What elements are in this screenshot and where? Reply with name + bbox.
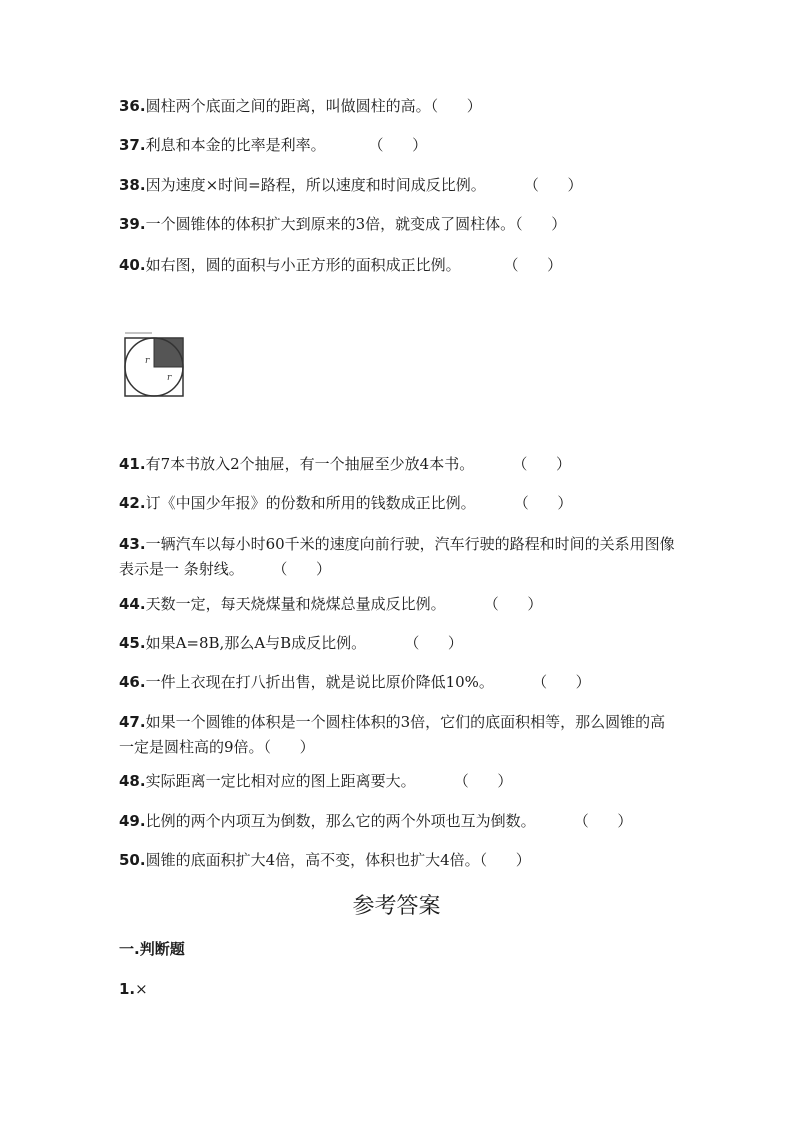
radius-label-2: r [167,373,172,383]
question-number: 38. [119,176,146,194]
answer-blank: （ ） [445,595,543,613]
question-number: 49. [119,812,146,830]
question-47 [119,710,679,760]
question-36 [119,94,482,119]
answer-blank: （ ） [515,215,567,233]
question-number: 44. [119,595,146,613]
answer-blank: （ ） [415,772,513,790]
question-text: 如右图，圆的面积与小正方形的面积成正比例。 [145,256,461,274]
answer-blank: （ ） [366,634,463,652]
question-number: 45. [119,634,146,652]
question-text: 一辆汽车以每小时60千米的速度向前行驶，汽车行驶的路程和时间的关系用图像表示是一 条射线。 [119,535,675,578]
answers-title: 参考答案 [352,894,441,919]
question-number: 42. [119,494,146,512]
question-text: 订《中国少年报》的份数和所用的钱数成正比例。 [145,494,476,512]
answer-blank: （ ） [243,560,331,578]
question-43 [119,532,679,582]
question-text: 一件上衣现在打八折出售，就是说比原价降低10%。 [145,673,494,691]
question-text: 一个圆锥体的体积扩大到原来的3倍，就变成了圆柱体。 [145,215,516,233]
question-text: 实际距离一定比相对应的图上距离要大。 [145,772,416,790]
question-50 [119,848,531,873]
answer-blank: （ ） [325,136,428,154]
circle-square-diagram [122,330,186,398]
question-text: 如果一个圆锥的体积是一个圆柱体积的3倍，它们的底面积相等，那么圆锥的高一定是圆柱高的9倍。 [119,713,666,756]
section-heading: 一.判断题 [119,940,185,958]
question-49 [119,809,632,834]
question-42 [119,491,572,516]
answer-blank: （ ） [485,176,583,194]
radius-label: r [145,356,150,366]
answer-blank: （ ） [475,494,573,512]
question-44 [119,592,542,617]
question-text: 有7本书放入2个抽屉，有一个抽屉至少放4本书。 [145,455,475,473]
question-text: 天数一定，每天烧煤量和烧煤总量成反比例。 [145,595,446,613]
answer-blank: （ ） [460,256,563,274]
question-number: 36. [119,97,146,115]
question-37 [119,133,427,158]
question-39 [119,212,566,237]
question-text: 比例的两个内项互为倒数，那么它的两个外项也互为倒数。 [145,812,536,830]
question-text: 圆柱两个底面之间的距离，叫做圆柱的高。 [145,97,431,115]
question-number: 43. [119,535,146,553]
question-text: 因为速度×时间=路程，所以速度和时间成反比例。 [145,176,486,194]
question-number: 47. [119,713,146,731]
circle-square-figure [122,330,186,398]
question-number: 46. [119,673,146,691]
question-number: 39. [119,215,146,233]
question-number: 37. [119,136,146,154]
answer-blank: （ ） [263,738,315,756]
question-48 [119,769,512,794]
question-number: 50. [119,851,146,869]
question-46 [119,670,591,695]
answer-blank: （ ） [430,97,482,115]
question-45 [119,631,463,656]
question-38 [119,173,582,198]
answer-text: × [135,980,148,998]
question-41 [119,452,571,477]
answer-blank: （ ） [474,455,571,473]
answer-blank: （ ） [479,851,531,869]
answer-blank: （ ） [535,812,633,830]
answer-blank: （ ） [493,673,591,691]
question-text: 如果A=8B,那么A与B成反比例。 [145,634,367,652]
question-40 [119,253,562,278]
question-number: 48. [119,772,146,790]
question-text: 圆锥的底面积扩大4倍，高不变，体积也扩大4倍。 [145,851,480,869]
answer-1 [119,977,148,1002]
question-text: 利息和本金的比率是利率。 [145,136,326,154]
question-number: 40. [119,256,146,274]
question-number: 41. [119,455,146,473]
answer-number: 1. [119,980,136,998]
